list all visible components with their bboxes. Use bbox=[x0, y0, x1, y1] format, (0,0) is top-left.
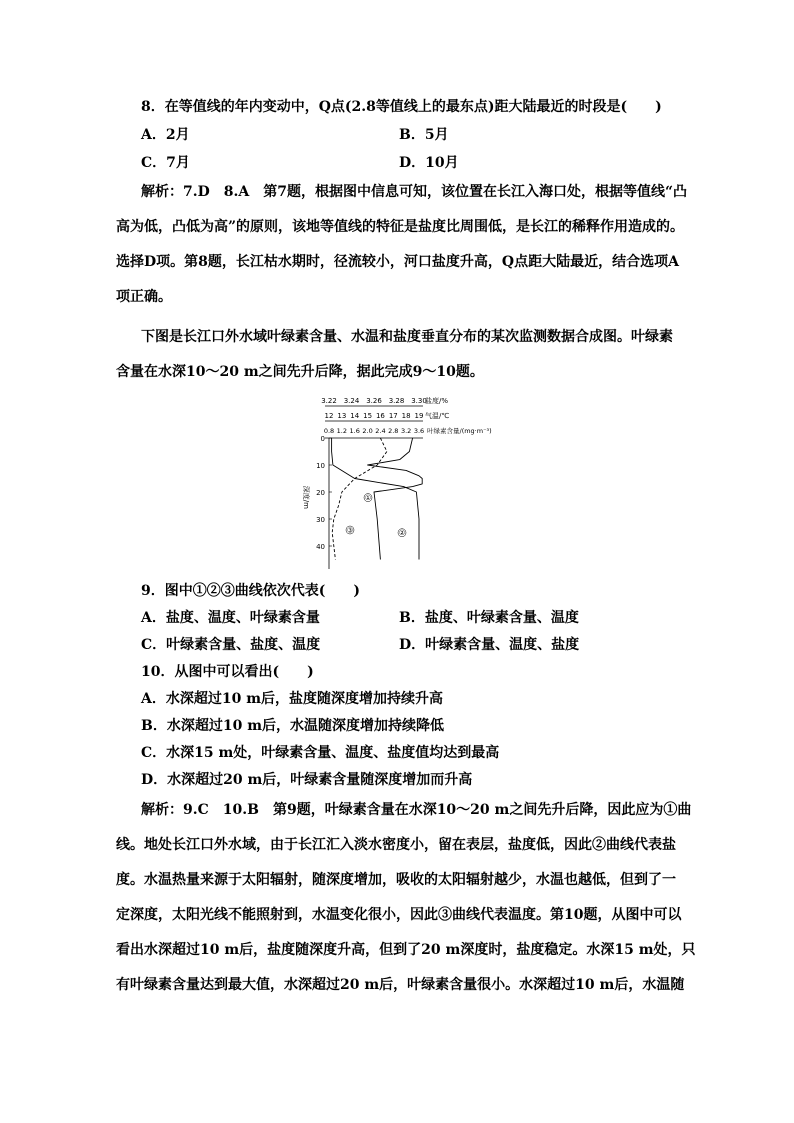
chlorophyll-tick-label: 2.0 bbox=[362, 427, 373, 435]
analysis-7-8-line-1: 解析：7.D 8.A 第7题，根据图中信息可知，该位置在长江入海口处，根据等值线“凸 bbox=[141, 184, 688, 200]
temperature-axis-label: 气温/℃ bbox=[425, 412, 450, 420]
depth-tick-label: 20 bbox=[316, 489, 325, 497]
chlorophyll-tick-label: 1.6 bbox=[349, 427, 360, 435]
depth-tick-label: 10 bbox=[316, 462, 325, 470]
depth-tick-label: 40 bbox=[316, 543, 325, 551]
intro-line-2: 含量在水深10～20 m之间先升后降，据此完成9～10题。 bbox=[116, 364, 484, 380]
q10-option-d: D．水深超过20 m后，叶绿素含量随深度增加而升高 bbox=[141, 772, 473, 788]
analysis-9-10-line-4: 定深度，太阳光线不能照射到，水温变化很小，因此③曲线代表温度。第10题，从图中可以 bbox=[116, 907, 682, 923]
temperature-tick-label: 16 bbox=[375, 412, 385, 420]
chlorophyll-tick-label: 3.6 bbox=[413, 427, 425, 435]
q10-option-c: C．水深15 m处，叶绿素含量、温度、盐度值均达到最高 bbox=[141, 745, 500, 761]
depth-axis-label: 深度/m bbox=[302, 485, 310, 509]
curve-1-label: ① bbox=[364, 494, 372, 503]
q9-option-a: A．盐度、温度、叶绿素含量 bbox=[141, 610, 320, 626]
intro-line-1: 下图是长江口外水域叶绿素含量、水温和盐度垂直分布的某次监测数据合成图。叶绿素 bbox=[141, 329, 673, 345]
temperature-tick-label: 17 bbox=[388, 412, 398, 420]
q8-option-b: B．5月 bbox=[399, 127, 449, 143]
q9-option-d: D．叶绿素含量、温度、盐度 bbox=[399, 637, 580, 653]
analysis-7-8-line-3: 选择D项。第8题，长江枯水期时，径流较小，河口盐度升高，Q点距大陆最近，结合选项A bbox=[116, 254, 679, 270]
analysis-9-10-line-6: 有叶绿素含量达到最大值，水深超过20 m后，叶绿素含量很小。水深超过10 m后，水温随 bbox=[116, 977, 685, 993]
q8-option-c: C．7月 bbox=[141, 155, 190, 171]
analysis-7-8-line-2: 高为低，凸低为高”的原则，该地等值线的特征是盐度比周围低，是长江的稀释作用造成的。 bbox=[116, 219, 685, 235]
temperature-tick-label: 14 bbox=[350, 412, 360, 420]
temperature-tick-label: 15 bbox=[363, 412, 373, 420]
salinity-tick-label: 3.22 bbox=[321, 397, 337, 405]
analysis-9-10-line-3: 度。水温热量来源于太阳辐射，随深度增加，吸收的太阳辐射越少，水温也越低，但到了一 bbox=[116, 872, 676, 888]
question-9-stem: 9．图中①②③曲线依次代表( ) bbox=[141, 583, 360, 599]
curve-3-label: ③ bbox=[346, 526, 354, 535]
analysis-7-8-line-4: 项正确。 bbox=[116, 289, 172, 305]
q8-option-a: A．2月 bbox=[141, 127, 190, 143]
depth-tick-label: 30 bbox=[316, 516, 325, 524]
q10-option-a: A．水深超过10 m后，盐度随深度增加持续升高 bbox=[141, 691, 444, 707]
temperature-tick-label: 12 bbox=[324, 412, 334, 420]
chlorophyll-tick-label: 1.2 bbox=[336, 427, 348, 435]
q10-option-b: B．水深超过10 m后，水温随深度增加持续降低 bbox=[141, 718, 445, 734]
q9-option-c: C．叶绿素含量、盐度、温度 bbox=[141, 637, 321, 653]
profile-chart-svg bbox=[296, 393, 536, 571]
salinity-tick-label: 3.28 bbox=[388, 397, 405, 405]
question-10-stem: 10．从图中可以看出( ) bbox=[141, 664, 314, 680]
chlorophyll-axis-label: 叶绿素含量/(mg·m⁻³) bbox=[427, 427, 492, 435]
profile-chart bbox=[296, 393, 536, 571]
curve-2-label: ② bbox=[398, 529, 406, 538]
analysis-9-10-line-2: 线。地处长江口外水域，由于长江汇入淡水密度小，留在表层，盐度低，因此②曲线代表盐 bbox=[116, 837, 676, 853]
curve-1 bbox=[368, 438, 423, 560]
q9-option-b: B．盐度、叶绿素含量、温度 bbox=[399, 610, 579, 626]
salinity-tick-label: 3.30 bbox=[411, 397, 427, 405]
salinity-axis-label: 盐度/% bbox=[425, 397, 449, 405]
salinity-tick-label: 3.24 bbox=[343, 397, 360, 405]
salinity-tick-label: 3.26 bbox=[366, 397, 382, 405]
chlorophyll-tick-label: 2.8 bbox=[388, 427, 399, 435]
chlorophyll-tick-label: 0.8 bbox=[323, 427, 335, 435]
chlorophyll-tick-label: 2.4 bbox=[375, 427, 386, 435]
chlorophyll-tick-label: 3.2 bbox=[400, 427, 412, 435]
temperature-tick-label: 19 bbox=[414, 412, 424, 420]
temperature-tick-label: 13 bbox=[337, 412, 347, 420]
curve-2 bbox=[332, 438, 419, 560]
question-8-stem: 8．在等值线的年内变动中，Q点(2.8等值线上的最东点)距大陆最近的时段是( ) bbox=[141, 99, 662, 115]
analysis-9-10-line-1: 解析：9.C 10.B 第9题，叶绿素含量在水深10～20 m之间先升后降，因此应为①曲 bbox=[141, 802, 692, 818]
depth-tick-label: 0 bbox=[320, 435, 325, 443]
temperature-tick-label: 18 bbox=[401, 412, 411, 420]
q8-option-d: D．10月 bbox=[399, 155, 459, 171]
analysis-9-10-line-5: 看出水深超过10 m后，盐度随深度升高，但到了20 m深度时，盐度稳定。水深15 m处，只 bbox=[116, 942, 696, 958]
